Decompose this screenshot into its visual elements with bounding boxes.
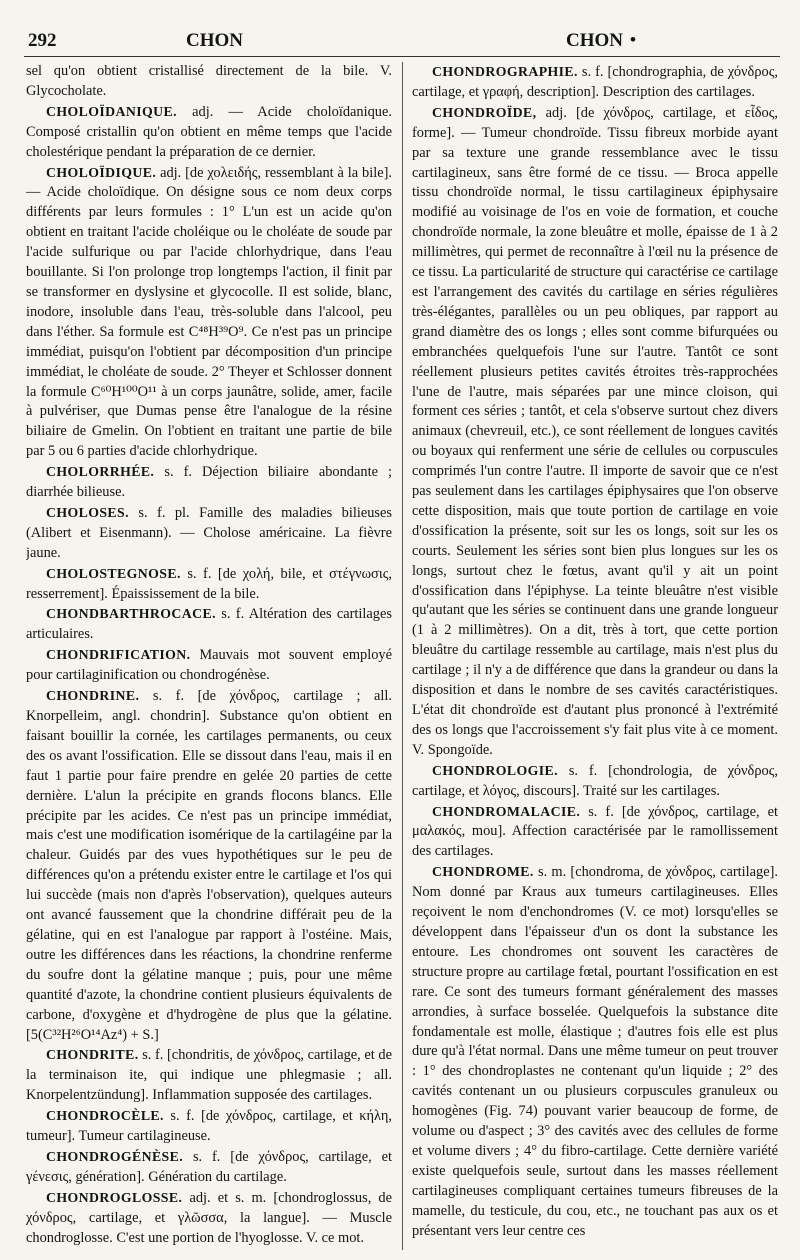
entry-headword: CHONDROGLOSSE. (46, 1189, 183, 1205)
entry-text: sel qu'on obtient cristallisé directement de la bile. V. Glycocholate. (26, 63, 392, 99)
header-mark: • (630, 30, 636, 49)
entry-text: s. f. [de χόνδρος, cartilage, et κήλη, tumeur]. Tumeur cartilagineuse. (26, 1108, 392, 1145)
dictionary-entry-chondrome (412, 862, 778, 1241)
left-column (26, 62, 392, 1256)
page-number: 292 (28, 30, 57, 51)
dictionary-entry-chondrographie (412, 62, 778, 103)
entry-headword: CHONDRITE. (46, 1047, 139, 1063)
entry-headword: CHONDROME. (432, 864, 534, 880)
dictionary-entry-cholorrhee (26, 462, 392, 503)
dictionary-entry-cholostegnose (26, 564, 392, 605)
entry-text: s. f. [chondrographia, de χόνδρος, cartilage, et γραφή, description]. Description des cartilages. (412, 64, 778, 100)
entry-text: s. f. [de χόνδρος, cartilage, et μαλακός, mou]. Affection caractérisée par le ramollissement des cartilages. (412, 803, 778, 860)
running-head-right: CHON (566, 30, 623, 51)
entry-text: s. f. [chondrologia, de χόνδρος, cartilage, et λόγος, discours]. Traité sur les cartilages. (412, 762, 778, 799)
dictionary-entry-choloidanique (26, 102, 392, 163)
entry-text: s. f. [de χόνδρος, cartilage ; all. Knorpelleim, angl. chondrin]. Substance qu'on obtient en faisant bouillir la cornée, les cartilages permanents, ou ceux des os avant l'ossification. Elle se dissout dans l'eau, mais il en faut 1 partie pour faire prendre en gelée 20 parties de cette dernière. L'alun la précipite en grands flocons blancs. Elle précipite par les acides. Ce n'est pas un principe immédiat, mais c'est une modification isomérique de la cartilagéine par la chaleur. Guidés par des vues hypothétiques sur le peu de différences qu'on a prétendu exister entre le cartilage et l'os qui lui succède (mais non d'après l'observation), quelques auteurs ont avancé faussement que la chondrine différait peu de la gélatine, qui en est l'analogue par rapport à l'ostéine. Mais, outre les différences dans les réactions, la chondrine renferme du soufre dont la gélatine manque ; puis, pour une même quantité d'azote, la chondrine contient plusieurs équivalents de carbone, d'oxygène et d'hydrogène de plus que la gélatine. [5(C³²H²⁶O¹⁴Az⁴) + S.] (26, 688, 392, 1043)
entry-text: adj. [de χολειδής, ressemblant à la bile]. — Acide choloïdique. On désigne sous ce nom deux corps différents par leurs formules : 1° L'un est un acide qu'on obtient en traitant l'acide choléique ou le choléate de soude par l'acide sulfurique ou par l'acide chlorhydrique, dans l'eau bouillante. Si l'on prolonge trop longtemps l'action, il finit par se transformer en dyslysine et glycocolle. Il est solide, blanc, inodore, insoluble dans l'eau, très-soluble dans l'alcool, peu dans l'éther. Sa formule est C⁴⁸H³⁹O⁹. Ce n'est pas un principe immédiat, puisqu'on l'obtient par décomposition d'un principe immédiat, le choléate de soude. 2° Theyer et Schlosser donnent la formule C⁶⁰H¹⁰⁰O¹¹ à un corps jaunâtre, solide, amer, facile à pulvériser, que Dumas pense être l'analogue de la résine biliaire de Gmelin. On l'obtient en traitant une partie de bile par 5 ou 6 parties d'acide chlorhydrique. (26, 164, 392, 460)
entry-text: adj. — Acide choloïdanique. Composé cristallin qu'on obtient en même temps que l'acide cholestérique pendant la préparation de ce dernier. (26, 103, 392, 160)
entry-headword: CHONDRIFICATION. (46, 647, 191, 663)
entry-headword: CHONDROÏDE, (432, 104, 537, 120)
dictionary-entry-chondroglosse (26, 1188, 392, 1249)
entry-text: s. f. pl. Famille des maladies bilieuses (Alibert et Eisenmann). — Cholose américaine. La fièvre jaune. (26, 504, 392, 561)
dictionary-entry-chondroide (412, 103, 778, 761)
dictionary-entry-chondromalacie (412, 802, 778, 863)
dictionary-entry-chondrologie (412, 761, 778, 802)
entry-headword: CHONDRINE. (46, 688, 140, 704)
entry-text: s. f. Déjection biliaire abondante ; diarrhée bilieuse. (26, 464, 392, 501)
dictionary-entry-chondrite (26, 1045, 392, 1106)
entry-headword: CHOLOÏDIQUE. (46, 164, 157, 180)
entry-text: s. m. [chondroma, de χόνδρος, cartilage]. Nom donné par Kraus aux tumeurs cartilagineuses. Elles reçoivent le nom d'enchondromes (V. ce mot) lorsqu'elles se développent dans l'épaisseur d'un os dont la substance les entoure. Les chondromes ont souvent les caractères de structure propre au cartilage fœtal, pourtant l'ossification en est rare. Ce sont des tumeurs formant généralement des masses arrondies, à surface bosselée. Quelquefois la substance dite fondamentale est molle, élastique ; d'autres fois elle est plus dure qu'à l'état normal. Dans une même tumeur on peut trouver : 1° des chondroplastes ne contenant qu'un liquide ; 2° des cavités contenant un ou plusieurs corpuscules granuleux ou homogènes (Fig. 74) pouvant varier beaucoup de forme, de volume ou d'aspect ; 3° des cavités avec des cellules de forme et volume divers ; 4° du fibro-cartilage. Cette dernière variété existe quelquefois seule, surtout dans les masses réellement cartilagineuses compliquant certaines tumeurs fibreuses de la mamelle, du testicule, du cou, etc., ne touchant pas aux os et présentant vers leur centre ces (412, 864, 778, 1239)
entry-headword: CHONDROCÈLE. (46, 1108, 164, 1124)
entry-text: s. f. [de χόνδρος, cartilage, et γένεσις, génération]. Génération du cartilage. (26, 1148, 392, 1185)
dictionary-entry-chondrification (26, 645, 392, 686)
entry-text: adj. [de χόνδρος, cartilage, et εἶδος, forme]. — Tumeur chondroïde. Tissu fibreux morbide ayant par sa texture une grande ressemblance avec le tissu cartilagineux, sans être formé de ce tissu. — Broca appelle tissu chondroïde normal, le tissu cartilagineux épiphysaire modifié au voisinage de l'os en voie de formation, et couche chondroïde normale, la zone bleuâtre et molle, épaisse de 1 à 2 millimètres, qui permet de reconnaître à l'œil nu la présence de ce tissu. La particularité de structure qui caractérise ce cartilage est l'arrangement des cavités du cartilage en séries régulières très-élégantes, parallèles ou un peu obliques, par rapport au grand diamètre des os longs ; elles sont comme bifurquées ou embranchées quelquefois l'une sur l'autre. Tantôt ce sont réellement plusieurs petites cavités étroites très-rapprochées l'une de l'autre, mais séparées par une mince cloison, qui forment ces séries ; tantôt, et cela s'observe surtout chez divers animaux (chevreuil, etc.), ce sont réellement de longues cavités ou boyaux qui renferment une série de cellules ou corpuscules comprimés l'un contre l'autre. Il importe de savoir que ce n'est pas seulement dans les cartilages épiphysaires que l'on observe cette disposition, mais que toute portion de cartilage en voie d'ossification la présente, soit sur les os longs, soit sur les os courts. Seulement les séries sont bien plus longues sur les os longs, surtout chez le fœtus, avant qu'il y ait un point d'ossification dans l'épiphyse. La teinte bleuâtre n'est visible qu'autant que les séries se continuent dans une grande longueur (1 à 2 millimètres). On a dit, très à tort, que cette portion bleuâtre du cartilage ressemble au cartilage, mais n'est plus du cartilage ; il n'y a de différence que dans la grandeur ou dans la disposition et dans le nombre de ses cavités caractéristiques. L'état dit chondroïde est d'autant plus prononcé à l'extrémité des os longs que l'accroissement s'y fait plus vite à ce moment. V. Spongoïde. (412, 104, 778, 758)
entry-headword: CHONDROLOGIE. (432, 762, 558, 778)
entry-headword: CHONDROGÉNÈSE. (46, 1148, 184, 1164)
column-divider (402, 62, 403, 1250)
entry-headword: CHOLOÏDANIQUE. (46, 103, 177, 119)
dictionary-entry-chondrine (26, 686, 392, 1045)
entry-headword: CHOLORRHÉE. (46, 464, 155, 480)
running-head-left: CHON (186, 30, 243, 51)
dictionary-entry-choloses (26, 503, 392, 564)
entry-text: s. f. Altération des cartilages articulaires. (26, 606, 392, 643)
dictionary-entry-continuation (26, 62, 392, 102)
entry-headword: CHONDROGRAPHIE. (432, 64, 578, 79)
dictionary-entry-choloidique (26, 163, 392, 463)
entry-headword: CHONDBARTHROCACE. (46, 606, 216, 622)
entry-headword: CHONDROMALACIE. (432, 803, 581, 819)
dictionary-entry-chondbarthrocace (26, 604, 392, 645)
entry-headword: CHOLOSTEGNOSE. (46, 565, 181, 581)
entry-text: s. f. [chondritis, de χόνδρος, cartilage, et de la terminaison ite, qui indique une phlegmasie ; all. Knorpelentzündung]. Inflammation supposée des cartilages. (26, 1047, 392, 1104)
entry-headword: CHOLOSES. (46, 504, 129, 520)
entry-text: Mauvais mot souvent employé pour cartilaginification ou chondrogénèse. (26, 647, 392, 684)
dictionary-entry-chondrocele (26, 1106, 392, 1147)
dictionary-entry-chondrogenese (26, 1147, 392, 1188)
entry-text: adj. et s. m. [chondroglossus, de χόνδρος, cartilage, et γλῶσσα, la langue]. — Muscle chondroglosse. C'est une portion de l'hyoglosse. V. ce mot. (26, 1189, 392, 1246)
right-column (412, 62, 778, 1256)
entry-text: s. f. [de χολή, bile, et στέγνωσις, resserrement]. Épaississement de la bile. (26, 565, 392, 602)
header-rule (24, 56, 780, 57)
